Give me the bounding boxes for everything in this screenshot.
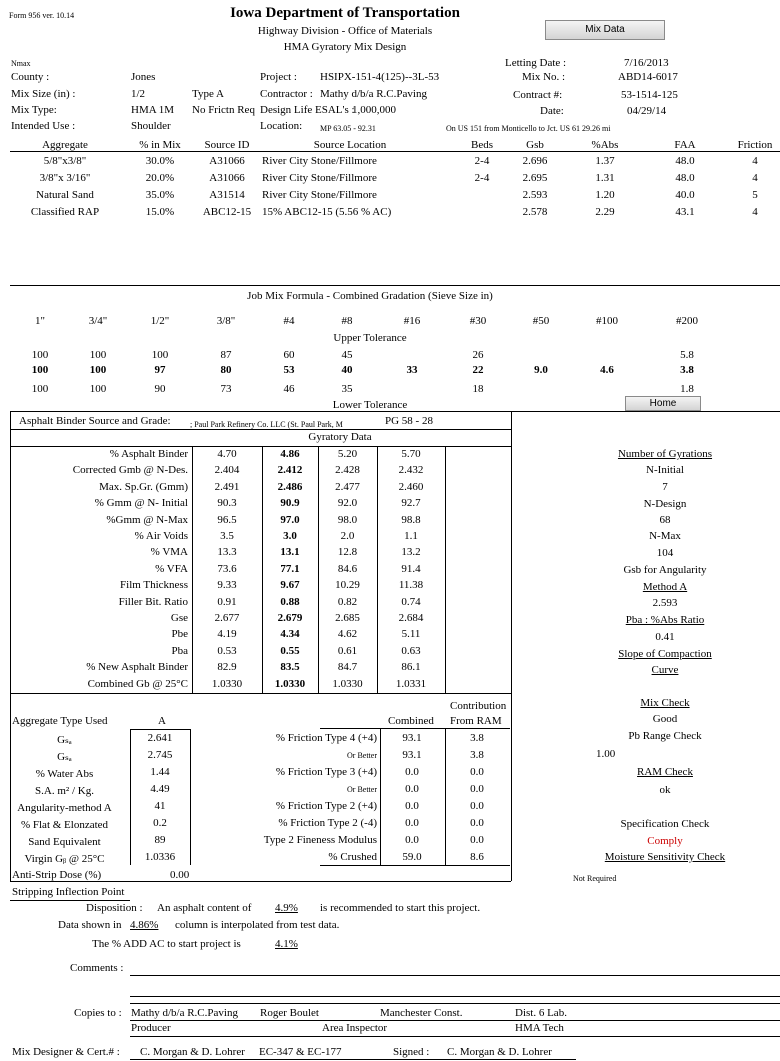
gyratory-cell: 1.0330 [274, 677, 306, 690]
upper-tolerance-cell: 87 [220, 349, 232, 361]
lower-tolerance-cell: 1.8 [680, 383, 694, 395]
gyratory-cell: 3.5 [220, 530, 234, 542]
friction-label: Or Better [347, 785, 377, 794]
gyratory-cell: 13.1 [280, 546, 300, 559]
gyratory-cell: 5.20 [337, 448, 358, 460]
pba-abs-ratio-value: 0.41 [655, 631, 675, 643]
moisture-check-label: Moisture Sensitivity Check [604, 851, 726, 863]
gyratory-cell: 2.477 [335, 480, 360, 493]
lower-tolerance-cell: 73 [220, 383, 232, 395]
mix-size-value: 1/2 [131, 88, 146, 100]
target-gradation-cell: 100 [31, 364, 49, 376]
copy-manchester: Manchester Const. [380, 1007, 463, 1019]
gyratory-cell: 0.53 [217, 644, 237, 657]
moisture-not-required: Not Required [573, 874, 617, 883]
friction-combined: 0.0 [405, 783, 419, 795]
gyratory-cell: 92.0 [337, 497, 358, 510]
lower-tolerance-label: Lower Tolerance [332, 399, 408, 411]
agg-cell: 3/8"x 3/16" [39, 172, 91, 184]
friction-label: % Friction Type 2 (+4) [275, 800, 377, 812]
sieve-header: 1/2" [150, 315, 170, 327]
form-id: Form 956 ver. 10.14 [9, 11, 75, 20]
agg-cell: 40.0 [675, 189, 695, 201]
county-label: County : [11, 71, 50, 83]
gyratory-row-label: % Gmm @ N- Initial [94, 497, 188, 510]
agg-cell: River City Stone/Fillmore [262, 155, 377, 167]
gyratory-cell: 2.684 [398, 612, 424, 624]
agg-cell: 2.696 [522, 155, 548, 167]
sieve-header: #30 [469, 315, 487, 327]
upper-tolerance-label: Upper Tolerance [333, 332, 407, 344]
agg-prop-label: Virgin Gᵦ @ 25°C [24, 853, 105, 865]
friction-label: % Friction Type 2 (-4) [278, 817, 377, 829]
gyratory-cell: 1.0331 [395, 677, 427, 690]
agg-prop-label: S.A. m² / Kg. [35, 785, 94, 797]
agg-cell: 15% ABC12-15 (5.56 % AC) [262, 206, 392, 218]
agg-header-6: %Abs [591, 139, 619, 151]
spec-check-value: Comply [647, 835, 683, 847]
friction-label: % Friction Type 4 (+4) [275, 732, 377, 744]
agg-cell: Natural Sand [36, 189, 94, 201]
gsb-angularity-label: Gsb for Angularity [623, 564, 707, 576]
agg-cell: A31514 [209, 189, 245, 201]
copy-producer: Mathy d/b/a R.C.Paving [131, 1007, 238, 1019]
area-inspector-label: Area Inspector [322, 1022, 388, 1034]
friction-ram: 0.0 [470, 783, 484, 795]
target-gradation-cell: 40 [341, 364, 353, 376]
friction-ram: 3.8 [470, 749, 484, 761]
friction-ram: 0.0 [470, 834, 484, 846]
sieve-header: #100 [596, 315, 618, 327]
slope-compaction-label: Slope of Compaction [618, 648, 712, 660]
sieve-header: 1" [35, 315, 45, 327]
date-label: Date: [540, 105, 564, 117]
hma-tech-label: HMA Tech [515, 1022, 564, 1034]
sieve-header: #8 [341, 315, 353, 327]
jmf-title: Job Mix Formula - Combined Gradation (Sieve Size in) [247, 290, 493, 302]
mix-designer-value: C. Morgan & D. Lohrer [140, 1046, 245, 1058]
gyratory-cell: 1.0330 [211, 677, 243, 690]
target-gradation-cell: 53 [283, 364, 295, 376]
friction-ram: 0.0 [470, 817, 484, 829]
target-gradation-cell: 80 [220, 364, 232, 376]
agg-cell: River City Stone/Fillmore [262, 189, 377, 201]
friction-ram: 0.0 [470, 800, 484, 812]
gyratory-cell: 13.2 [401, 546, 421, 559]
anti-strip-value: 0.00 [170, 869, 190, 881]
lower-tolerance-cell: 100 [89, 383, 107, 395]
lower-tolerance-cell: 100 [31, 383, 49, 395]
gyratory-cell: 0.61 [337, 644, 358, 657]
nmax-label: Nmax [11, 59, 31, 68]
agg-cell: 4 [752, 206, 758, 218]
gyratory-cell: 4.62 [337, 628, 358, 641]
gyratory-cell: 2.432 [398, 464, 424, 477]
gyratory-cell: 98.0 [337, 513, 358, 526]
upper-tolerance-cell: 60 [283, 349, 295, 361]
agg-header-0: Aggregate [42, 139, 88, 151]
copy-lab: Dist. 6 Lab. [515, 1007, 567, 1019]
friction-req: No Frictn Req [192, 104, 255, 116]
mix-no-label: Mix No. : [522, 71, 566, 83]
gyratory-cell: 97.0 [280, 513, 300, 526]
copies-to-label: Copies to : [74, 1007, 122, 1019]
agg-prop-value: 2.641 [147, 732, 173, 744]
lower-tolerance-cell: 46 [283, 383, 295, 395]
gyratory-cell: 0.88 [280, 595, 300, 608]
method-a-label: Method A [642, 581, 688, 593]
agg-cell: 2-4 [474, 172, 490, 184]
gyratory-row-label: Pba [171, 644, 188, 657]
ram-check-label: RAM Check [637, 766, 693, 778]
agg-cell: 15.0% [145, 206, 175, 218]
pba-abs-ratio-label: Pba : %Abs Ratio [625, 614, 705, 626]
gyratory-cell: 77.1 [280, 562, 300, 575]
agg-type-value: A [158, 715, 166, 727]
project-value: HSIPX-151-4(125)--3L-53 [320, 71, 440, 83]
location-label: Location: [260, 120, 303, 132]
gyratory-cell: 84.7 [337, 661, 358, 674]
gyratory-row-label: Filler Bit. Ratio [118, 595, 188, 608]
agg-cell: 43.1 [675, 206, 695, 218]
friction-combined: 93.1 [402, 732, 422, 744]
friction-combined: 59.0 [402, 851, 422, 863]
gyratory-cell: 2.685 [335, 612, 360, 624]
friction-label: % Friction Type 3 (+4) [275, 766, 377, 778]
agg-prop-value: 89 [154, 834, 166, 846]
gyratory-cell: 82.9 [217, 661, 237, 674]
gyratory-row-label: Gse [170, 612, 188, 624]
disposition-label: Disposition : [86, 902, 143, 914]
gyratory-row-label: Film Thickness [120, 579, 188, 592]
gyratory-cell: 98.8 [401, 513, 421, 526]
producer-label: Producer [131, 1022, 171, 1034]
friction-ram: 3.8 [470, 732, 484, 744]
gyratory-cell: 2.486 [277, 480, 303, 493]
project-label: Project : [260, 71, 297, 83]
gyratory-cell: 1.0330 [332, 677, 363, 690]
gyratory-cell: 4.70 [217, 448, 237, 460]
agg-cell: 4 [752, 155, 758, 167]
agg-prop-label: Angularity-method A [17, 802, 112, 814]
upper-tolerance-cell: 100 [31, 349, 49, 361]
agg-cell: 20.0% [145, 172, 175, 184]
location-description: On US 151 from Monticello to Jct. US 61 29.26 mi [446, 124, 611, 133]
agg-prop-label: Gₛₐ [57, 734, 72, 746]
mix-no-value: ABD14-6017 [618, 71, 678, 83]
agg-cell: Classified RAP [30, 206, 100, 218]
n-initial-label: N-Initial [646, 464, 684, 476]
pb-range-value: 1.00 [596, 748, 616, 760]
gyratory-cell: 2.491 [214, 480, 240, 493]
add-ac-value: 4.1% [275, 938, 298, 950]
target-gradation-cell: 22 [472, 364, 484, 376]
from-ram-label: From RAM [450, 715, 502, 727]
gyratory-cell: 9.33 [217, 579, 237, 592]
gyratory-row-label: % VMA [150, 546, 188, 559]
target-gradation-cell: 9.0 [534, 364, 548, 376]
gyratory-cell: 0.63 [401, 644, 421, 657]
agg-cell: 48.0 [675, 155, 695, 167]
data-column-value: 4.86% [130, 919, 159, 931]
n-design-value: 68 [659, 514, 671, 526]
gyratory-cell: 12.8 [337, 546, 358, 559]
n-max-label: N-Max [649, 530, 681, 542]
contractor-value: Mathy d/b/a R.C.Paving [320, 88, 427, 100]
agg-header-2: Source ID [204, 139, 250, 151]
gyratory-cell: 4.19 [217, 628, 237, 641]
binder-grade: PG 58 - 28 [385, 415, 433, 427]
agg-cell: 2.29 [595, 206, 615, 218]
n-design-label: N-Design [643, 498, 687, 510]
gyratory-cell: 73.6 [217, 562, 237, 575]
agg-prop-label: % Flat & Elonzated [20, 819, 109, 831]
agg-cell: 5 [752, 189, 758, 201]
disposition-text-b: is recommended to start this project. [320, 902, 481, 914]
letting-date-value: 7/16/2013 [624, 57, 669, 69]
cert-value: EC-347 & EC-177 [259, 1046, 342, 1058]
agg-cell: 1.31 [595, 172, 615, 184]
gyratory-data-title: Gyratory Data [308, 431, 372, 443]
agg-cell: 2.695 [522, 172, 548, 184]
gyratory-row-label: Max. Sp.Gr. (Gmm) [99, 480, 188, 493]
gyratory-row-label: %Gmm @ N-Max [106, 513, 188, 526]
sieve-header: #4 [283, 315, 295, 327]
agg-cell: ABC12-15 [202, 206, 252, 218]
gyratory-cell: 0.82 [337, 595, 358, 608]
county-value: Jones [131, 71, 156, 83]
anti-strip-label: Anti-Strip Dose (%) [12, 869, 102, 881]
ram-check-value: ok [659, 784, 671, 796]
agg-prop-value: 1.0336 [144, 851, 176, 863]
disposition-text-a: An asphalt content of [157, 902, 252, 914]
gyratory-cell: 2.679 [277, 612, 303, 624]
agg-header-3: Source Location [313, 139, 387, 151]
gyratory-cell: 10.29 [335, 579, 360, 592]
friction-ram: 8.6 [470, 851, 484, 863]
agg-header-5: Gsb [526, 139, 544, 151]
gyratory-cell: 2.428 [335, 464, 360, 477]
agg-cell: 2.578 [522, 206, 548, 218]
binder-label: Asphalt Binder Source and Grade: [19, 415, 171, 427]
agg-cell: 2-4 [474, 155, 490, 167]
sieve-header: #200 [676, 315, 698, 327]
gyratory-cell: 92.7 [401, 497, 421, 510]
mix-type-value: HMA 1M [131, 104, 175, 116]
mix-check-value: Good [652, 713, 678, 725]
agg-header-4: Beds [471, 139, 493, 151]
gyratory-row-label: Combined Gb @ 25°C [87, 677, 188, 690]
sieve-header: #50 [532, 315, 550, 327]
gyratory-cell: 2.0 [340, 530, 355, 542]
agg-prop-label: Sand Equivalent [28, 836, 101, 848]
gyratory-cell: 2.677 [214, 612, 240, 624]
gyratory-row-label: % VFA [155, 562, 188, 575]
data-shown-text-b: column is interpolated from test data. [175, 919, 340, 931]
contribution-label: Contribution [450, 700, 507, 712]
gyratory-cell: 11.38 [398, 579, 424, 592]
gyratory-cell: 96.5 [217, 513, 237, 526]
recommended-ac: 4.9% [275, 902, 298, 914]
gyratory-cell: 86.1 [401, 661, 421, 674]
upper-tolerance-cell: 100 [151, 349, 169, 361]
target-gradation-cell: 97 [154, 364, 166, 376]
gyratory-cell: 0.74 [401, 595, 421, 608]
agg-cell: A31066 [209, 172, 245, 184]
data-shown-text-a: Data shown in [58, 919, 122, 931]
sieve-header: #16 [403, 315, 421, 327]
agg-cell: 30.0% [145, 155, 175, 167]
friction-combined: 0.0 [405, 817, 419, 829]
agg-prop-value: 41 [154, 800, 166, 812]
agg-prop-value: 1.44 [150, 766, 170, 778]
gyratory-row-label: % Asphalt Binder [109, 448, 188, 460]
lower-tolerance-cell: 18 [472, 383, 484, 395]
gyratory-cell: 90.3 [217, 497, 237, 510]
intended-use-label: Intended Use : [11, 120, 76, 132]
agg-cell: 2.593 [522, 189, 548, 201]
lower-tolerance-cell: 35 [341, 383, 353, 395]
signed-label: Signed : [393, 1046, 430, 1058]
agg-cell: 4 [752, 172, 758, 184]
combined-label: Combined [388, 715, 434, 727]
agg-prop-label: Gₛₐ [57, 751, 72, 763]
n-max-value: 104 [656, 547, 674, 559]
gyratory-cell: 91.4 [401, 562, 421, 575]
target-gradation-cell: 4.6 [600, 364, 614, 376]
type-value: Type A [192, 88, 224, 100]
sieve-header: 3/4" [88, 315, 108, 327]
gyratory-cell: 84.6 [337, 562, 358, 575]
target-gradation-cell: 3.8 [680, 364, 694, 376]
friction-label: Or Better [347, 751, 377, 760]
letting-date-label: Letting Date : [505, 57, 567, 69]
agg-prop-value: 0.2 [153, 817, 167, 829]
design-life-value: 1,000,000 [352, 104, 396, 116]
gsb-angularity-value: 2.593 [652, 597, 678, 609]
contractor-label: Contractor : [260, 88, 313, 100]
gyratory-cell: 5.11 [401, 628, 421, 641]
page-title: Iowa Department of Transportation [230, 5, 460, 21]
binder-source: ; Paul Park Refinery Co. LLC (St. Paul Park, M [190, 420, 343, 429]
intended-use-value: Shoulder [131, 120, 171, 132]
design-life-label: Design Life ESAL's : [260, 104, 355, 116]
contract-label: Contract #: [513, 89, 563, 101]
mix-data-button[interactable]: Mix Data [545, 20, 665, 40]
subtitle-office: Highway Division - Office of Materials [257, 25, 433, 37]
gyratory-cell: 83.5 [280, 661, 300, 674]
slope-curve-label: Curve [651, 664, 679, 676]
gyratory-cell: 2.404 [214, 464, 240, 477]
agg-prop-value: 2.745 [147, 749, 173, 761]
agg-cell: 1.20 [595, 189, 615, 201]
gyratory-cell: 9.67 [280, 579, 300, 592]
gyratory-cell: 4.34 [280, 628, 300, 641]
mix-size-label: Mix Size (in) : [11, 88, 76, 100]
agg-cell: River City Stone/Fillmore [262, 172, 377, 184]
gyratory-cell: 4.86 [280, 448, 300, 460]
friction-combined: 0.0 [405, 800, 419, 812]
gyratory-cell: 0.91 [217, 595, 237, 608]
gyratory-cell: 3.0 [283, 530, 297, 542]
agg-cell: 48.0 [675, 172, 695, 184]
gyratory-cell: 2.460 [398, 480, 424, 493]
mix-type-label: Mix Type: [11, 104, 57, 116]
spec-check-label: Specification Check [620, 818, 710, 830]
subtitle-form: HMA Gyratory Mix Design [283, 41, 407, 53]
n-initial-value: 7 [662, 481, 668, 493]
contract-value: 53-1514-125 [621, 89, 678, 101]
add-ac-text: The % ADD AC to start project is [92, 938, 241, 950]
signed-value: C. Morgan & D. Lohrer [447, 1046, 552, 1058]
upper-tolerance-cell: 5.8 [680, 349, 694, 361]
gyratory-cell: 13.3 [217, 546, 237, 559]
location-value: MP 63.05 - 92.31 [320, 124, 376, 133]
gyratory-row-label: % New Asphalt Binder [86, 661, 188, 674]
friction-ram: 0.0 [470, 766, 484, 778]
agg-cell: A31066 [209, 155, 245, 167]
mix-check-label: Mix Check [640, 697, 690, 709]
gyratory-cell: 0.55 [280, 644, 300, 657]
lower-tolerance-cell: 90 [154, 383, 166, 395]
pb-range-label: Pb Range Check [628, 730, 702, 742]
agg-cell: 5/8"x3/8" [43, 155, 87, 167]
copy-area-inspector: Roger Boulet [260, 1007, 319, 1019]
gyratory-row-label: % Air Voids [134, 530, 188, 542]
gyratory-cell: 1.1 [404, 530, 418, 542]
num-gyrations-heading: Number of Gyrations [617, 448, 713, 460]
gyratory-row-label: Pbe [171, 628, 188, 641]
agg-prop-value: 4.49 [150, 783, 170, 795]
gyratory-cell: 90.9 [280, 497, 300, 510]
upper-tolerance-cell: 45 [341, 349, 353, 361]
mix-designer-label: Mix Designer & Cert.# : [12, 1046, 120, 1058]
agg-cell: 35.0% [145, 189, 175, 201]
target-gradation-cell: 100 [89, 364, 107, 376]
upper-tolerance-cell: 100 [89, 349, 107, 361]
friction-label: % Crushed [328, 851, 377, 863]
agg-header-7: FAA [674, 139, 696, 151]
target-gradation-cell: 33 [406, 364, 418, 376]
comments-label: Comments : [70, 962, 124, 974]
date-value: 04/29/14 [627, 105, 667, 117]
gyratory-cell: 5.70 [401, 448, 421, 460]
agg-cell: 1.37 [595, 155, 615, 167]
gyratory-cell: 2.412 [277, 464, 303, 477]
home-button[interactable]: Home [625, 396, 701, 411]
stripping-inflection-label: Stripping Inflection Point [12, 886, 125, 898]
agg-header-1: % in Mix [139, 139, 181, 151]
friction-combined: 93.1 [402, 749, 422, 761]
gyratory-row-label: Corrected Gmb @ N-Des. [72, 464, 188, 477]
friction-combined: 0.0 [405, 834, 419, 846]
sieve-header: 3/8" [216, 315, 236, 327]
upper-tolerance-cell: 26 [472, 349, 484, 361]
agg-header-8: Friction [737, 139, 773, 151]
friction-combined: 0.0 [405, 766, 419, 778]
friction-label: Type 2 Fineness Modulus [263, 834, 377, 846]
agg-type-used-label: Aggregate Type Used [12, 715, 108, 727]
agg-prop-label: % Water Abs [35, 768, 94, 780]
